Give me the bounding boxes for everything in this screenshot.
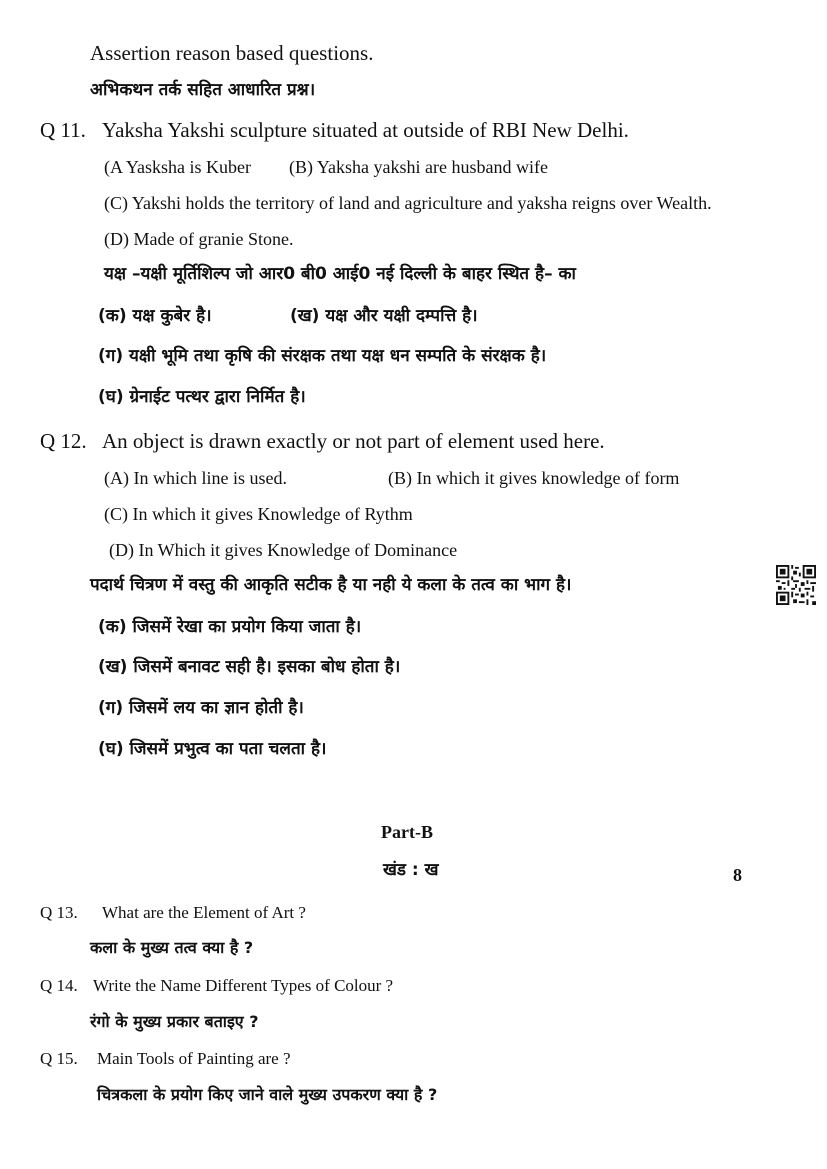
option-b: (B) In which it gives knowledge of form bbox=[388, 468, 680, 488]
option-a-hindi: (क) यक्ष कुबेर है। bbox=[98, 306, 212, 326]
question-text-hindi: पदार्थ चित्रण में वस्तु की आकृति सटीक है या नही ये कला के तत्व का भाग है। bbox=[90, 575, 572, 595]
question-text-hindi: कला के मुख्य तत्व क्या है ? bbox=[90, 938, 254, 957]
question-number: Q 15. bbox=[40, 1049, 78, 1068]
question-text: Yaksha Yakshi sculpture situated at outside of RBI New Delhi. bbox=[102, 118, 629, 142]
question-number: Q 12. bbox=[40, 429, 87, 453]
question-number: Q 11. bbox=[40, 118, 86, 142]
question-number: Q 13. bbox=[40, 903, 78, 922]
option-d-hindi: (घ) ग्रेनाईट पत्थर द्वारा निर्मित है। bbox=[98, 387, 306, 407]
qr-code-icon bbox=[776, 565, 816, 605]
question-text-hindi: यक्ष –यक्षी मूर्तिशिल्प जो आर0 बी0 आई0 नई दिल्ली के बाहर स्थित है– का bbox=[104, 264, 576, 284]
option-d: (D) Made of granie Stone. bbox=[104, 229, 294, 249]
option-a: (A) In which line is used. bbox=[104, 468, 287, 488]
option-c: (C) In which it gives Knowledge of Rythm bbox=[104, 504, 413, 524]
section-heading: Assertion reason based questions. bbox=[90, 41, 374, 65]
option-c-hindi: (ग) यक्षी भूमि तथा कृषि की संरक्षक तथा यक्ष धन सम्पति के संरक्षक है। bbox=[98, 346, 547, 366]
part-title-hindi: खंड : ख bbox=[383, 860, 439, 880]
question-text: An object is drawn exactly or not part of element used here. bbox=[102, 429, 605, 453]
option-d: (D) In Which it gives Knowledge of Dominance bbox=[109, 540, 458, 560]
option-d-hindi: (घ) जिसमें प्रभुत्व का पता चलता है। bbox=[98, 739, 327, 759]
question-number: Q 14. bbox=[40, 976, 78, 995]
option-a-hindi: (क) जिसमें रेखा का प्रयोग किया जाता है। bbox=[98, 617, 362, 637]
option-c: (C) Yakshi holds the territory of land and agriculture and yaksha reigns over Wealth. bbox=[104, 193, 712, 213]
question-text-hindi: रंगो के मुख्य प्रकार बताइए ? bbox=[90, 1012, 259, 1031]
marks: 8 bbox=[733, 865, 742, 885]
option-c-hindi: (ग) जिसमें लय का ज्ञान होती है। bbox=[98, 698, 304, 718]
option-b: (B) Yaksha yakshi are husband wife bbox=[289, 157, 548, 177]
part-title: Part-B bbox=[381, 822, 433, 842]
question-text: What are the Element of Art ? bbox=[102, 903, 306, 922]
option-a: (A Yasksha is Kuber bbox=[104, 157, 252, 177]
question-text-hindi: चित्रकला के प्रयोग किए जाने वाले मुख्य उपकरण क्या है ? bbox=[97, 1085, 438, 1104]
option-b-hindi: (ख) जिसमें बनावट सही है। इसका बोध होता है। bbox=[98, 657, 401, 677]
question-text: Main Tools of Painting are ? bbox=[97, 1049, 291, 1068]
question-text: Write the Name Different Types of Colour ? bbox=[93, 976, 394, 995]
option-b-hindi: (ख) यक्ष और यक्षी दम्पत्ति है। bbox=[290, 306, 478, 326]
section-heading-hindi: अभिकथन तर्क सहित आधारित प्रश्न। bbox=[90, 80, 316, 100]
